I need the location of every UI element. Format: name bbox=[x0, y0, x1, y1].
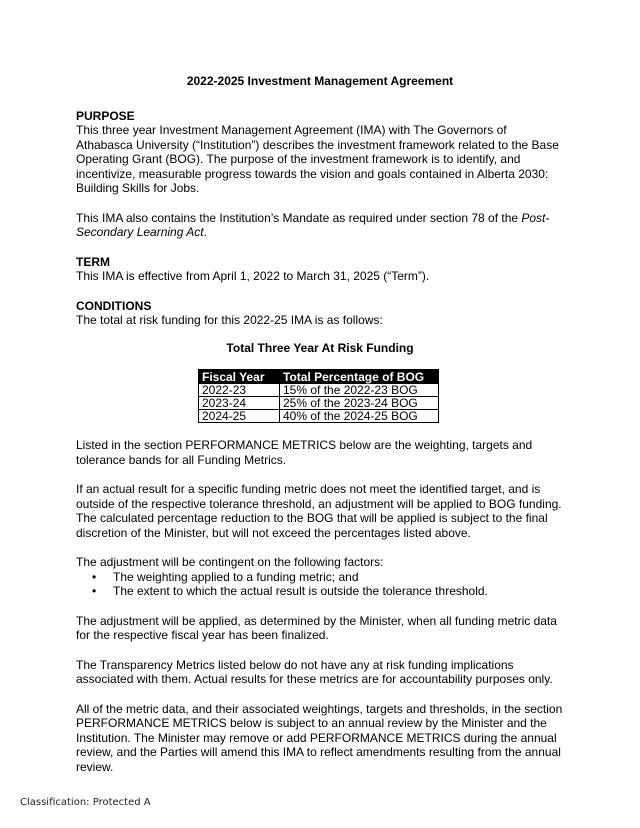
column-header-fiscal-year: Fiscal Year bbox=[199, 370, 280, 384]
table-row bbox=[199, 384, 439, 397]
factors-list bbox=[76, 570, 564, 599]
purpose-paragraph: This three year Investment Management Agreement (IMA) with The Governors of Athabasca University (“Institution”) describes the investment framework related to the Base Operating Grant (BOG). The purpose of the investment framework is to identify, and incentivize, measurable progress towards the vision and goals contained in Alberta 2030: Building Skills for Jobs. bbox=[76, 123, 559, 195]
conditions-intro: The total at risk funding for this 2022-25 IMA is as follows: bbox=[76, 313, 383, 327]
conditions-heading: CONDITIONS bbox=[76, 298, 152, 313]
table-header-row bbox=[199, 370, 439, 384]
table-row bbox=[199, 410, 439, 423]
list-item: • The extent to which the actual result is outside the tolerance threshold. bbox=[113, 584, 564, 599]
mandate-period: . bbox=[203, 225, 207, 239]
transparency-paragraph: The Transparency Metrics listed below do not have any at risk funding implications associated with them. Actual results for these metrics are for accountability purposes only. bbox=[76, 657, 553, 686]
classification-footer: Classification: Protected A bbox=[20, 797, 151, 808]
at-risk-funding-table bbox=[198, 369, 439, 423]
applied-paragraph: The adjustment will be applied, as determined by the Minister, when all funding metric data for the respective fiscal year has been finalized. bbox=[76, 613, 557, 642]
table-cell-percentage: 40% of the 2024-25 BOG bbox=[280, 410, 439, 423]
purpose-heading: PURPOSE bbox=[76, 108, 135, 123]
funding-table-title: Total Three Year At Risk Funding bbox=[226, 340, 414, 355]
table-row bbox=[199, 397, 439, 410]
review-paragraph: All of the metric data, and their associated weightings, targets and thresholds, in the section PERFORMANCE METRICS below is subject to an annual review by the Minister and the Institution. The Minister may remove or add PERFORMANCE METRICS during the annual review, and the Parties will amend this IMA to reflect amendments resulting from the annual review. bbox=[76, 701, 563, 774]
term-heading: TERM bbox=[76, 254, 110, 269]
factors-paragraph: The adjustment will be contingent on the following factors: bbox=[76, 555, 384, 569]
act-name: Post-Secondary Learning Act bbox=[76, 210, 550, 239]
mandate-text: This IMA also contains the Institution’s Mandate as required under section 78 of the bbox=[76, 210, 522, 225]
table-cell-fiscal-year: 2024-25 bbox=[199, 410, 280, 423]
document-title: 2022-2025 Investment Management Agreement bbox=[186, 74, 454, 88]
metrics-paragraph: Listed in the section PERFORMANCE METRICS below are the weighting, targets and tolerance bands for all Funding Metrics. bbox=[76, 438, 533, 467]
term-paragraph: This IMA is effective from April 1, 2022 to March 31, 2025 (“Term”). bbox=[76, 269, 430, 283]
table-cell-percentage: 15% of the 2022-23 BOG bbox=[280, 384, 439, 397]
adjustment-paragraph: If an actual result for a specific funding metric does not meet the identified target, and is outside of the respective tolerance threshold, an adjustment will be applied to BOG funding. The calculated percentage reduction to the BOG that will be applied is subject to the final discretion of the Minister, but will not exceed the percentages listed above. bbox=[76, 482, 562, 540]
table-cell-percentage: 25% of the 2023-24 BOG bbox=[280, 397, 439, 410]
column-header-percentage: Total Percentage of BOG bbox=[280, 370, 439, 384]
table-cell-fiscal-year: 2023-24 bbox=[199, 397, 280, 410]
document-page bbox=[76, 74, 564, 774]
table-cell-fiscal-year: 2022-23 bbox=[199, 384, 280, 397]
list-item: • The weighting applied to a funding metric; and bbox=[113, 570, 564, 585]
mandate-paragraph bbox=[76, 211, 564, 240]
